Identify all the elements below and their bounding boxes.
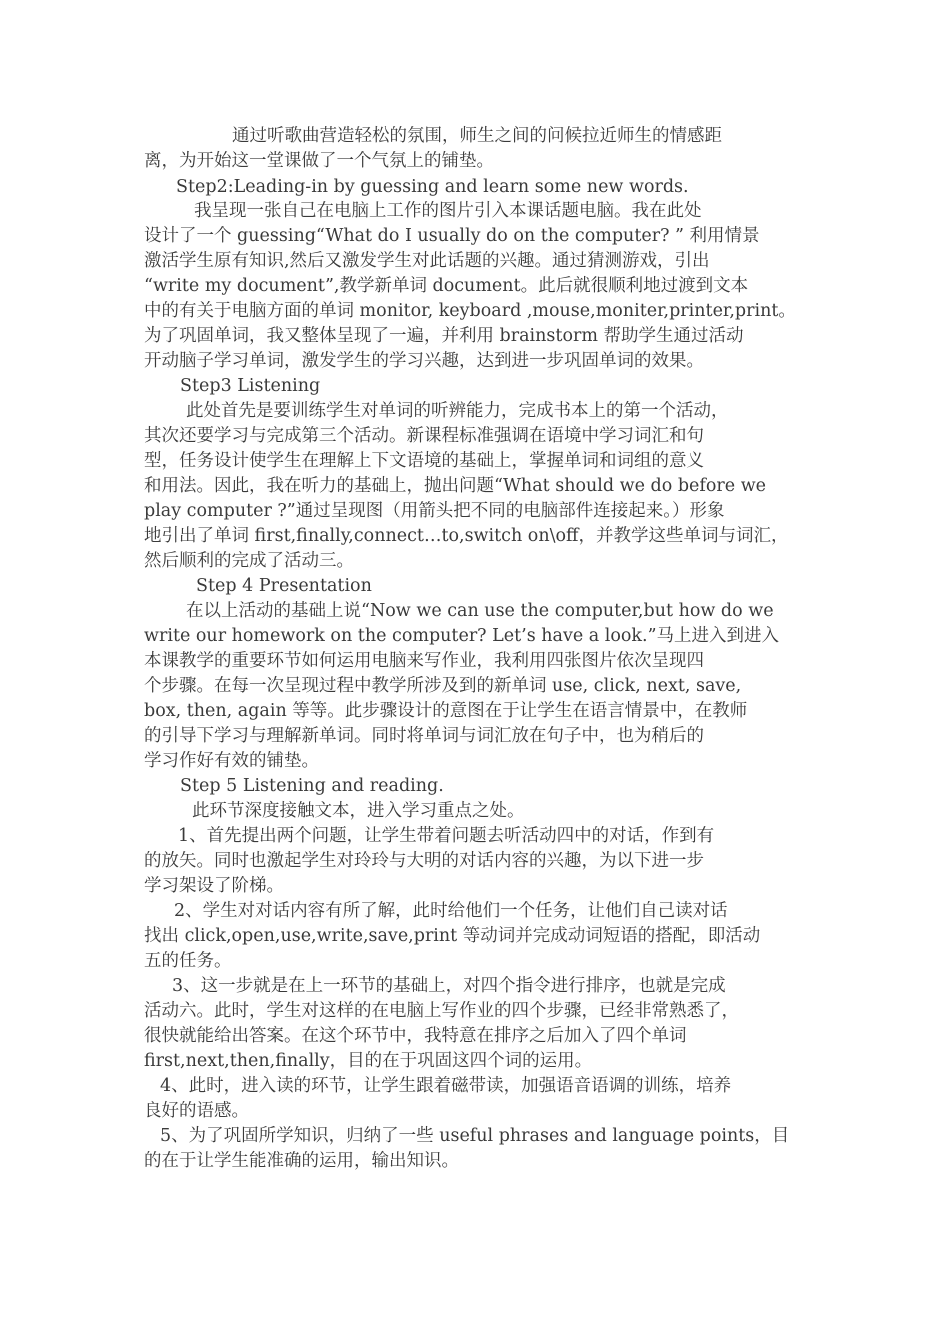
text-line: 为了巩固单词，我又整体呈现了一遍，并利用 brainstorm 帮助学生通过活动 bbox=[144, 326, 744, 346]
text-line: 良好的语感。 bbox=[144, 1101, 249, 1121]
text-line: 很快就能给出答案。在这个环节中，我特意在排序之后加入了四个单词 bbox=[144, 1026, 687, 1046]
text-line: 本课教学的重要环节如何运用电脑来写作业，我利用四张图片依次呈现四 bbox=[144, 651, 704, 671]
text-line: 此环节深度接触文本，进入学习重点之处。 bbox=[192, 801, 525, 821]
text-line: 5、为了巩固所学知识，归纳了一些 useful phrases and language points，目 bbox=[160, 1126, 790, 1146]
text-line: 其次还要学习与完成第三个活动。新课程标准强调在语境中学习词汇和句 bbox=[144, 426, 704, 446]
text-line: box, then, again 等等。此步骤设计的意图在于让学生在语言情景中，在教师 bbox=[144, 701, 748, 721]
text-line: 的引导下学习与理解新单词。同时将单词与词汇放在句子中，也为稍后的 bbox=[144, 726, 704, 746]
text-line: play computer ?”通过呈现图（用箭头把不同的电脑部件连接起来。）形象 bbox=[144, 501, 725, 521]
text-line: 1、首先提出两个问题，让学生带着问题去听活动四中的对话，作到有 bbox=[178, 826, 715, 846]
text-line: 此处首先是要训练学生对单词的听辨能力，完成书本上的第一个活动， bbox=[186, 401, 729, 421]
step-heading: Step3 Listening bbox=[180, 376, 321, 396]
text-line: 中的有关于电脑方面的单词 monitor, keyboard ,mouse,moniter,printer,print。 bbox=[144, 301, 796, 321]
text-line: 地引出了单词 first,finally,connect…to,switch on\off，并教学这些单词与词汇， bbox=[144, 526, 789, 546]
text-line: 2、学生对对话内容有所了解，此时给他们一个任务，让他们自己读对话 bbox=[174, 901, 728, 921]
text-line: 我呈现一张自己在电脑上工作的图片引入本课话题电脑。我在此处 bbox=[194, 201, 702, 221]
text-line: 和用法。因此，我在听力的基础上，抛出问题“What should we do before we bbox=[144, 476, 767, 496]
text-line: 开动脑子学习单词，激发学生的学习兴趣，达到进一步巩固单词的效果。 bbox=[144, 351, 704, 371]
text-line: 的在于让学生能准确的运用，输出知识。 bbox=[144, 1151, 459, 1171]
text-line: 的放矢。同时也激起学生对玲玲与大明的对话内容的兴趣，为以下进一步 bbox=[144, 851, 704, 871]
text-line: first,next,then,finally，目的在于巩固这四个词的运用。 bbox=[144, 1051, 593, 1071]
text-line: 学习架设了阶梯。 bbox=[144, 876, 284, 896]
text-line: 设计了一个 guessing“What do I usually do on the computer? ” 利用情景 bbox=[144, 226, 760, 246]
text-line: 找出 click,open,use,write,save,print 等动词并完成动词短语的搭配，即活动 bbox=[144, 926, 761, 946]
text-line: 激活学生原有知识,然后又激发学生对此话题的兴趣。通过猜测游戏，引出 bbox=[144, 251, 710, 271]
text-line: 活动六。此时，学生对这样的在电脑上写作业的四个步骤，已经非常熟悉了， bbox=[144, 1001, 739, 1021]
text-line: write our homework on the computer? Let’s have a look.”马上进入到进入 bbox=[144, 626, 780, 646]
text-line: 然后顺利的完成了活动三。 bbox=[144, 551, 354, 571]
text-line: 通过听歌曲营造轻松的氛围，师生之间的问候拉近师生的情感距 bbox=[232, 126, 722, 146]
step-heading: Step 4 Presentation bbox=[196, 576, 372, 596]
text-line: 在以上活动的基础上说“Now we can use the computer,but how do we bbox=[186, 601, 774, 621]
text-line: 4、此时，进入读的环节，让学生跟着磁带读，加强语音语调的训练，培养 bbox=[160, 1076, 732, 1096]
text-line: 型，任务设计使学生在理解上下文语境的基础上，掌握单词和词组的意义 bbox=[144, 451, 704, 471]
text-line: “write my document”,教学新单词 document。此后就很顺利地过渡到文本 bbox=[144, 276, 749, 296]
text-line: 个步骤。在每一次呈现过程中教学所涉及到的新单词 use, click, next, save, bbox=[144, 676, 742, 696]
text-line: 学习作好有效的铺垫。 bbox=[144, 751, 319, 771]
step-heading: Step2:Leading-in by guessing and learn some new words. bbox=[176, 177, 689, 197]
text-line: 3、这一步就是在上一环节的基础上，对四个指令进行排序，也就是完成 bbox=[172, 976, 726, 996]
text-line: 五的任务。 bbox=[144, 951, 232, 971]
text-line: 离，为开始这一堂课做了一个气氛上的铺垫。 bbox=[144, 151, 494, 171]
step-heading: Step 5 Listening and reading. bbox=[180, 776, 444, 796]
